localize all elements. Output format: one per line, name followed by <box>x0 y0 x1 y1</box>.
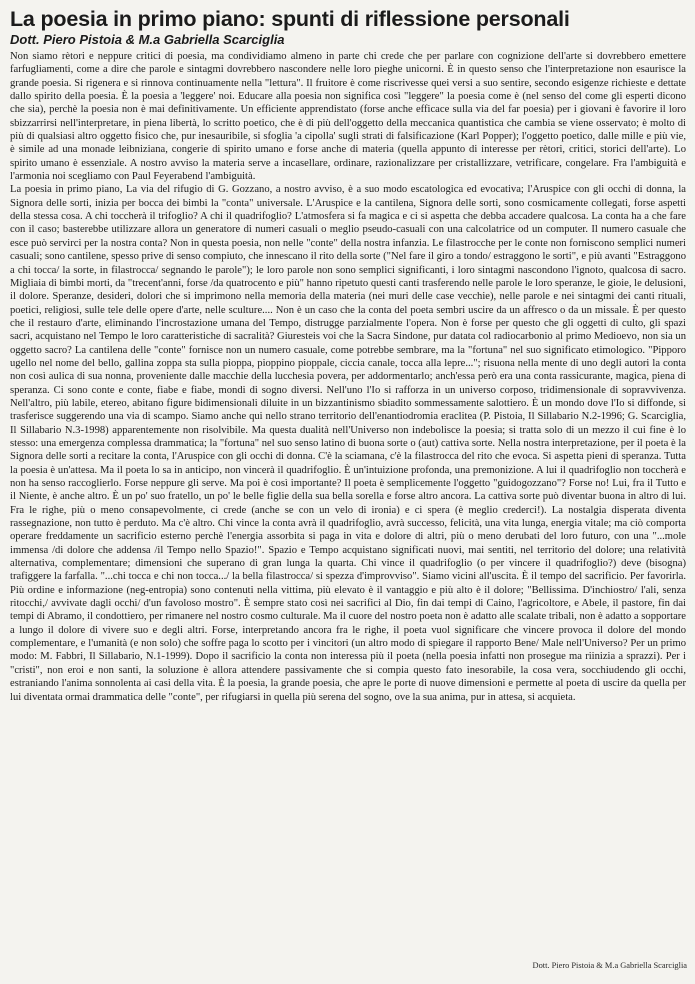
article-authors: Dott. Piero Pistoia & M.a Gabriella Scarciglia <box>10 32 285 47</box>
article-title: La poesia in primo piano: spunti di riflessione personali <box>10 7 570 31</box>
article-signature: Dott. Piero Pistoia & M.a Gabriella Scarciglia <box>532 961 687 970</box>
article <box>10 6 686 704</box>
article-body <box>10 50 686 704</box>
paragraph-1: Non siamo rètori e neppure critici di poesia, ma condividiamo almeno in parte chi crede che per parlare con cognizione dell'arte si dovrebbero emettere farfugliamenti, come a dire che parole e sintagmi dovrebbero nascondere nelle loro pieghe unicorni. È in questo senso che l'interpretazione non esaurisce la grande poesia. Si rigenera e si rinnova continuamente nella "lettura". Il fruitore è come riscrivesse quei versi a suo sentire, secondo esigenze richieste e dettate dallo spirito della poesia. È la poesia a 'leggere' noi. Educare alla poesia non significa così "leggere" la poesia come è (nel senso del come gli esperti dicono che sia), perchè la poesia non è mai definitivamente. Un efficiente apprendistato (forse anche efficace sulla via del far poesia) per i giovani è favorire il loro sbizzarrirsi nell'interpretare, in piena libertà, lo scritto poetico, che è di più dell'oggetto della meccanica quantistica che cambia se viene osservato; è molto di più di qualsiasi altro oggetto fisico che, pur inesauribile, si sfoglia 'a cipolla' sugli strati di falsificazione (Karl Popper); l'oggetto poetico, dalle mille e più vie, è simile ad una monade leibniziana, congerie di spirito umano e forse anche di materia (quella appunto di interesse per rètori, critici, storici dell'arte). Lo spirito umano è essenziale. A nostro avviso la materia serve a incasellare, ordinare, razionalizzare per cristallizzare, vetrificare, congelare. Fra l'ambiguità e l'armonia noi scegliamo con Paul Feyerabend l'ambiguità. <box>10 51 686 183</box>
paragraph-2: La poesia in primo piano, La via del rifugio di G. Gozzano, a nostro avviso, è a suo modo escatologica ed evocativa; l'Aruspice con gli occhi di donna, la Signora delle sorti, inizia per bocca dei bimbi la "conta" universale. L'Aruspice e la cantilena, Signora delle sorti, sono cosmicamente collegati, forse aspetti della stessa cosa. A chi toccherà il trifoglio? A chi il quadrifoglio? L'atmosfera si fa magica e ci si aspetta che debba accadere qualcosa. La conta ha a che fare con il caso; basterebbe utilizzare allora un generatore di numeri casuali o meglio pseudo-casuali con una calcolatrice od un computer. Il numero casuale che esce può servirci per la nostra conta? Non in questa poesia, non nelle "conte" della nostra infanzia. Le filastrocche per le conte non forniscono semplici numeri casuali; sono cantilene, spesso prive di senso compiuto, che innescano il rito della sorte ("Nel fare il giro a tondo/ estraggono le sorti", e più avanti "Estraggono a chi tocca/ la sorte, in filastrocca/ segnando le parole"); le loro parole non sono semplici significanti, i loro sintagmi nascondono l'ignoto, qualcosa di sacro. Migliaia di bimbi morti, da "trecent'anni, forse /da quatrocento e più" hanno ripetuto questi canti trasferendo nelle parole le loro speranze, le gioie, le delusioni, il dolore. Speranze, desideri, dolori che si imprimono nella memoria della materia (nei muri delle case vecchie), nelle parole e nei sintagmi dei canti rituali, poetici, religiosi, sulle tele delle opere d'arte, nelle sculture.... Non è un caso che la conta del poeta sembri uscire da un affresco o da un missale. È per questo che il restauro d'arte, eliminando l'incrostazione umana del Tempo, distrugge parzialmente l'opera. Non è forse per questo che gli oggetti di culto, gli spazi sacri, acquistano nel Tempo le loro caratteristiche di sacralità? Giuresteis voi che la Sacra Sindone, pur datata col radiocarbonio al primo Medioevo, non sia un oggetto sacro? La cantilena delle "conte" fornisce non un numero casuale, come potrebbe sembrare, ma la "fortuna" nel suo significato etimologico. "Pipporo ugello nel nome del bello, gallina zoppa sta sulla pioppa, pioppino pioppale, ciccia canale, tocca alla lepre..."; risuona nella mente di uno degli autori la conta non così aulica di sua nonna, proveniente dalle macchie della lucchesia povera, per addormentarlo; anch'essa però era una conta rassicurante, magica, piena di speranza. Ci sono conte e conte, fiabe e fiabe, mondi di sogno diversi. Nell'uno l'Io si rafforza in un universo corposo, tridimensionale di sopravvivenza. Nell'altro, più labile, etereo, abitano figure bidimensionali diluite in un bizzantinismo sbiadito sommessamente salottiero. È un mondo dove l'Io si diffonde, si trasferisce suggerendo una via di scampo. Siamo anche qui nello strano territorio dell'enantiodromia eraclitea (P. Pistoia, Il Sillabario N.2-1996; G. Scarciglia, Il Sillabario N.3-1998) apparentemente non risolvibile. Ma questa dualità nell'Universo non indebolisce la poesia; si tratta solo di un mezzo il cui fine è lo stesso: una emergenza complessa drammatica; la "fortuna" nel suo senso latino di buona sorte o (aut) cattiva sorte. Nella nostra interpretazione, per il poeta è la Signora delle sorti a recitare la conta, l'Aruspice con gli occhi di donna. C'è la sciamana, c'è la filastrocca del rito che evoca. Si aspetta pieni di speranza. Tutta la poesia è un'attesa. Ma il poeta lo sa in anticipo, non vincerà il quadrifoglio. È un'intuizione profonda, una premonizione. A lui il quadrifoglio non toccherà e non ha senso raccoglierlo. Forse neppure gli serve. Ma poi è così importante? Il poeta è semplicemente l'oggetto "guidogozzano"? Forse no! Lui, fra il Tutto e il Niente, è anche altro. È un po' suo fratello, un po' le belle figlie della sua bella sorella e forse altro ancora. La cattiva sorte può diventar buona in altro di lui. Fra le righe, più o meno consapevolmente, ci crede (anche se con un velo di ironia) e ci spera (è meglio crederci!). La nostalgia disperata diventa rassegnazione, non tutto è perduto. Ma c'è altro. Chi vince la conta avrà il quadrifoglio, avrà successo, felicità, una vita lunga, energia vitale; ma ciò comporta operare freddamente un sacrificio esterno perchè l'energia assorbita si paga in vita e dolore di altri, più o meno derubati del loro futuro, con una "...mole immensa /di dolore che addensa /il Tempo nello Spazio!". Spazio e Tempo acquistano significati nuovi, mai sentiti, nel territorio del dolore; una relatività alternativa, complementare; dimensioni che superano di gran lunga la quarta. Chi vince il quadrifoglio (o per vincere il quadrifoglio?) deve (bisogna) trafiggere la farfalla. "...chi tocca e chi non tocca.../ la bella filastrocca/ si spezza d'improvviso". Siamo vicini all'uscita. È il tempo del sacrificio. Per favorirla. Più ordine e informazione (neg-entropia) sono contenuti nella vittima, più elevato è il vantaggio e più alto è il dolore; "Bellissima. D'inchiostro/ l'ali, senza ritocchi,/ avvivate dagli occhi/ d'un favoloso mostro". È sempre stato così nei sacrifici al Dio, fin dai tempi di Caino, l'agricoltore, e Abele, il pastore, fin dai tempi di Abramo, il condottiero, per rimanere nel nostro cosmo culturale. Ma il cuore del nostro poeta non è adatto alle scalate tribali, non è adatto a sopportare a lungo il dolore di vivere suo e degli altri. Forse, interpretando ancora fra le righe, il poeta vuol significare che vincere provoca il dolore del mondo complementare, e l'umanità (e non solo) che soffre paga lo scotto per i vincitori (un altro modo di spiegare il rapporto Bene/ Male nell'Universo? Per un primo modo: M. Fabbri, Il Sillabario, N.1-1999). Dopo il sacrificio la conta non interessa più il poeta (nella poesia infatti non prosegue ma riinizia a sprazzi). Per i "cristi", non eroi e non santi, la soluzione è allora attendere passivamente che si compia questo fato inesorabile, la cosa vera, socchiudendo gli occhi, estraniando l'anima sonnolenta ai casi della vita. È la poesia, la grande poesia, che apre le porte di nuove dimensioni e permette al poeta di uscire da quella per lui diventata ormai drammatica delle "conte", per rifugiarsi in quella più serena del sogno, ove la sua anima, pur in attesa, si acquieta. <box>10 184 686 703</box>
